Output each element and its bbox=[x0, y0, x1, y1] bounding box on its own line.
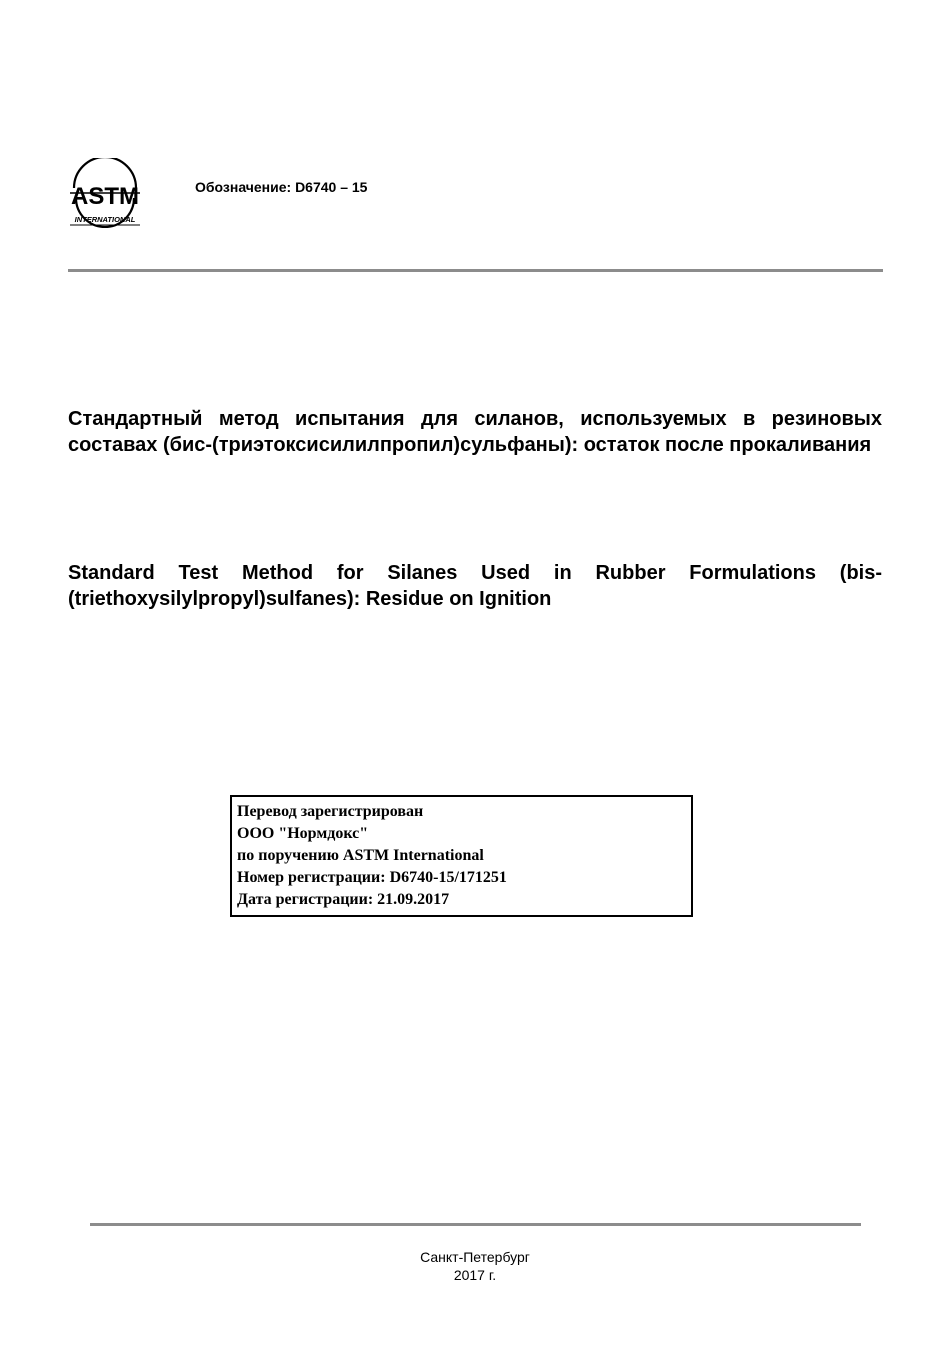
astm-logo bbox=[66, 158, 144, 228]
registration-line: по поручению ASTM International bbox=[237, 847, 484, 864]
standard-designation: Обозначение: D6740 – 15 bbox=[195, 179, 368, 195]
registration-date: Дата регистрации: 21.09.2017 bbox=[237, 891, 450, 908]
registration-box bbox=[230, 795, 693, 917]
registration-line: Перевод зарегистрирован bbox=[237, 803, 424, 820]
header-divider bbox=[68, 269, 883, 272]
title-english: Standard Test Method for Silanes Used in Rubber Formulations (bis-(triethoxysilylpropyl)sulfanes): Residue on Ignition bbox=[68, 562, 882, 610]
registration-line: ООО "Нормдокс" bbox=[237, 825, 369, 842]
footer bbox=[0, 1248, 950, 1284]
logo-subtext: INTERNATIONAL bbox=[74, 215, 136, 224]
registration-number: Номер регистрации: D6740-15/171251 bbox=[237, 869, 507, 886]
title-russian: Стандартный метод испытания для силанов, используемых в резиновых составах (бис-(триэтоксисилилпропил)сульфаны): остаток после прокаливания bbox=[68, 408, 882, 456]
footer-divider bbox=[90, 1223, 861, 1226]
logo-letters: ASTM bbox=[71, 183, 139, 210]
footer-year: 2017 г. bbox=[453, 1267, 497, 1283]
footer-city: Санкт-Петербург bbox=[420, 1249, 530, 1265]
